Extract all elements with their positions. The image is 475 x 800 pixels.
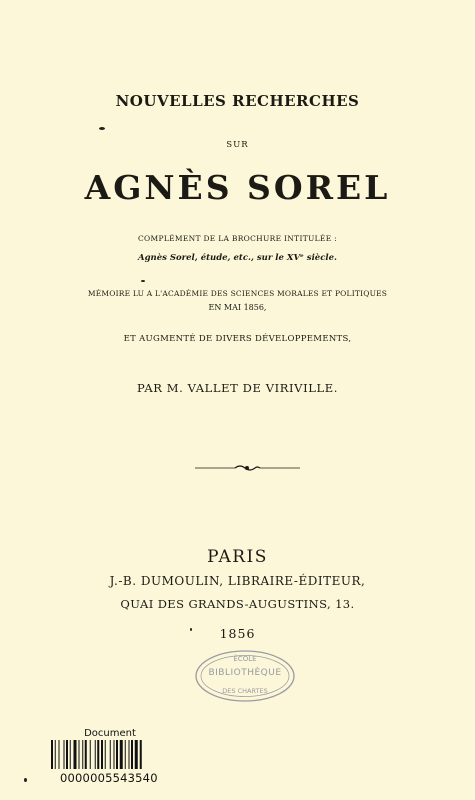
barcode-bar: [105, 740, 106, 769]
barcode-bar: [114, 740, 115, 769]
memoire-line-1: MÉMOIRE LU A L'ACADÉMIE DES SCIENCES MORALES ET POLITIQUES: [87, 289, 388, 298]
barcode-bar: [82, 740, 83, 769]
ornament-divider: [195, 462, 300, 474]
barcode-bar: [131, 740, 133, 769]
stamp-bottom-text: DES CHARTES: [222, 687, 268, 695]
barcode-bar: [120, 740, 123, 769]
barcode-bar: [79, 740, 80, 769]
complement-line: COMPLÉMENT DE LA BROCHURE INTITULÉE :: [138, 234, 337, 243]
barcode-bar: [59, 740, 60, 769]
barcode-bar: [129, 740, 130, 769]
stamp-top-text: ÉCOLE: [233, 655, 257, 663]
imprint-publisher: J.-B. DUMOULIN, LIBRAIRE-ÉDITEUR,: [109, 574, 366, 588]
stamp-middle-text: BIBLIOTHÈQUE: [208, 668, 282, 678]
barcode-bar: [95, 740, 96, 769]
barcode-number: 0000005543540: [60, 771, 158, 785]
barcode-bar: [116, 740, 118, 769]
ink-speck: [141, 280, 145, 282]
ink-speck: [24, 778, 27, 782]
title-line: NOUVELLES RECHERCHES: [115, 92, 360, 110]
augmente-line: ET AUGMENTÉ DE DIVERS DÉVELOPPEMENTS,: [123, 334, 352, 344]
barcode-bar: [90, 740, 91, 769]
barcode-bar: [64, 740, 65, 769]
barcode-bar: [110, 740, 111, 769]
barcode-bar: [85, 740, 87, 769]
imprint-place: PARIS: [207, 547, 268, 567]
document-label: Document: [84, 728, 136, 739]
subtitle: Agnès Sorel, étude, etc., sur le XVᵉ siècle.: [137, 253, 337, 263]
barcode-bar: [140, 740, 142, 769]
ink-speck: [99, 127, 105, 130]
barcode-bar: [55, 740, 56, 769]
barcode-bar: [51, 740, 53, 769]
barcode-bar: [135, 740, 138, 769]
imprint-year: 1856: [219, 626, 256, 641]
barcode: [51, 740, 171, 769]
barcode-bar: [97, 740, 99, 769]
author-line: PAR M. VALLET DE VIRIVILLE.: [137, 381, 338, 395]
title-sur: SUR: [226, 140, 249, 150]
imprint-address: QUAI DES GRANDS-AUGUSTINS, 13.: [120, 597, 355, 611]
main-title: AGNÈS SOREL: [84, 168, 391, 207]
barcode-bar: [101, 740, 103, 769]
barcode-bar: [74, 740, 77, 769]
barcode-bar: [125, 740, 126, 769]
memoire-line-2: EN MAI 1856,: [208, 303, 267, 312]
barcode-bar: [66, 740, 68, 769]
barcode-bar: [70, 740, 71, 769]
